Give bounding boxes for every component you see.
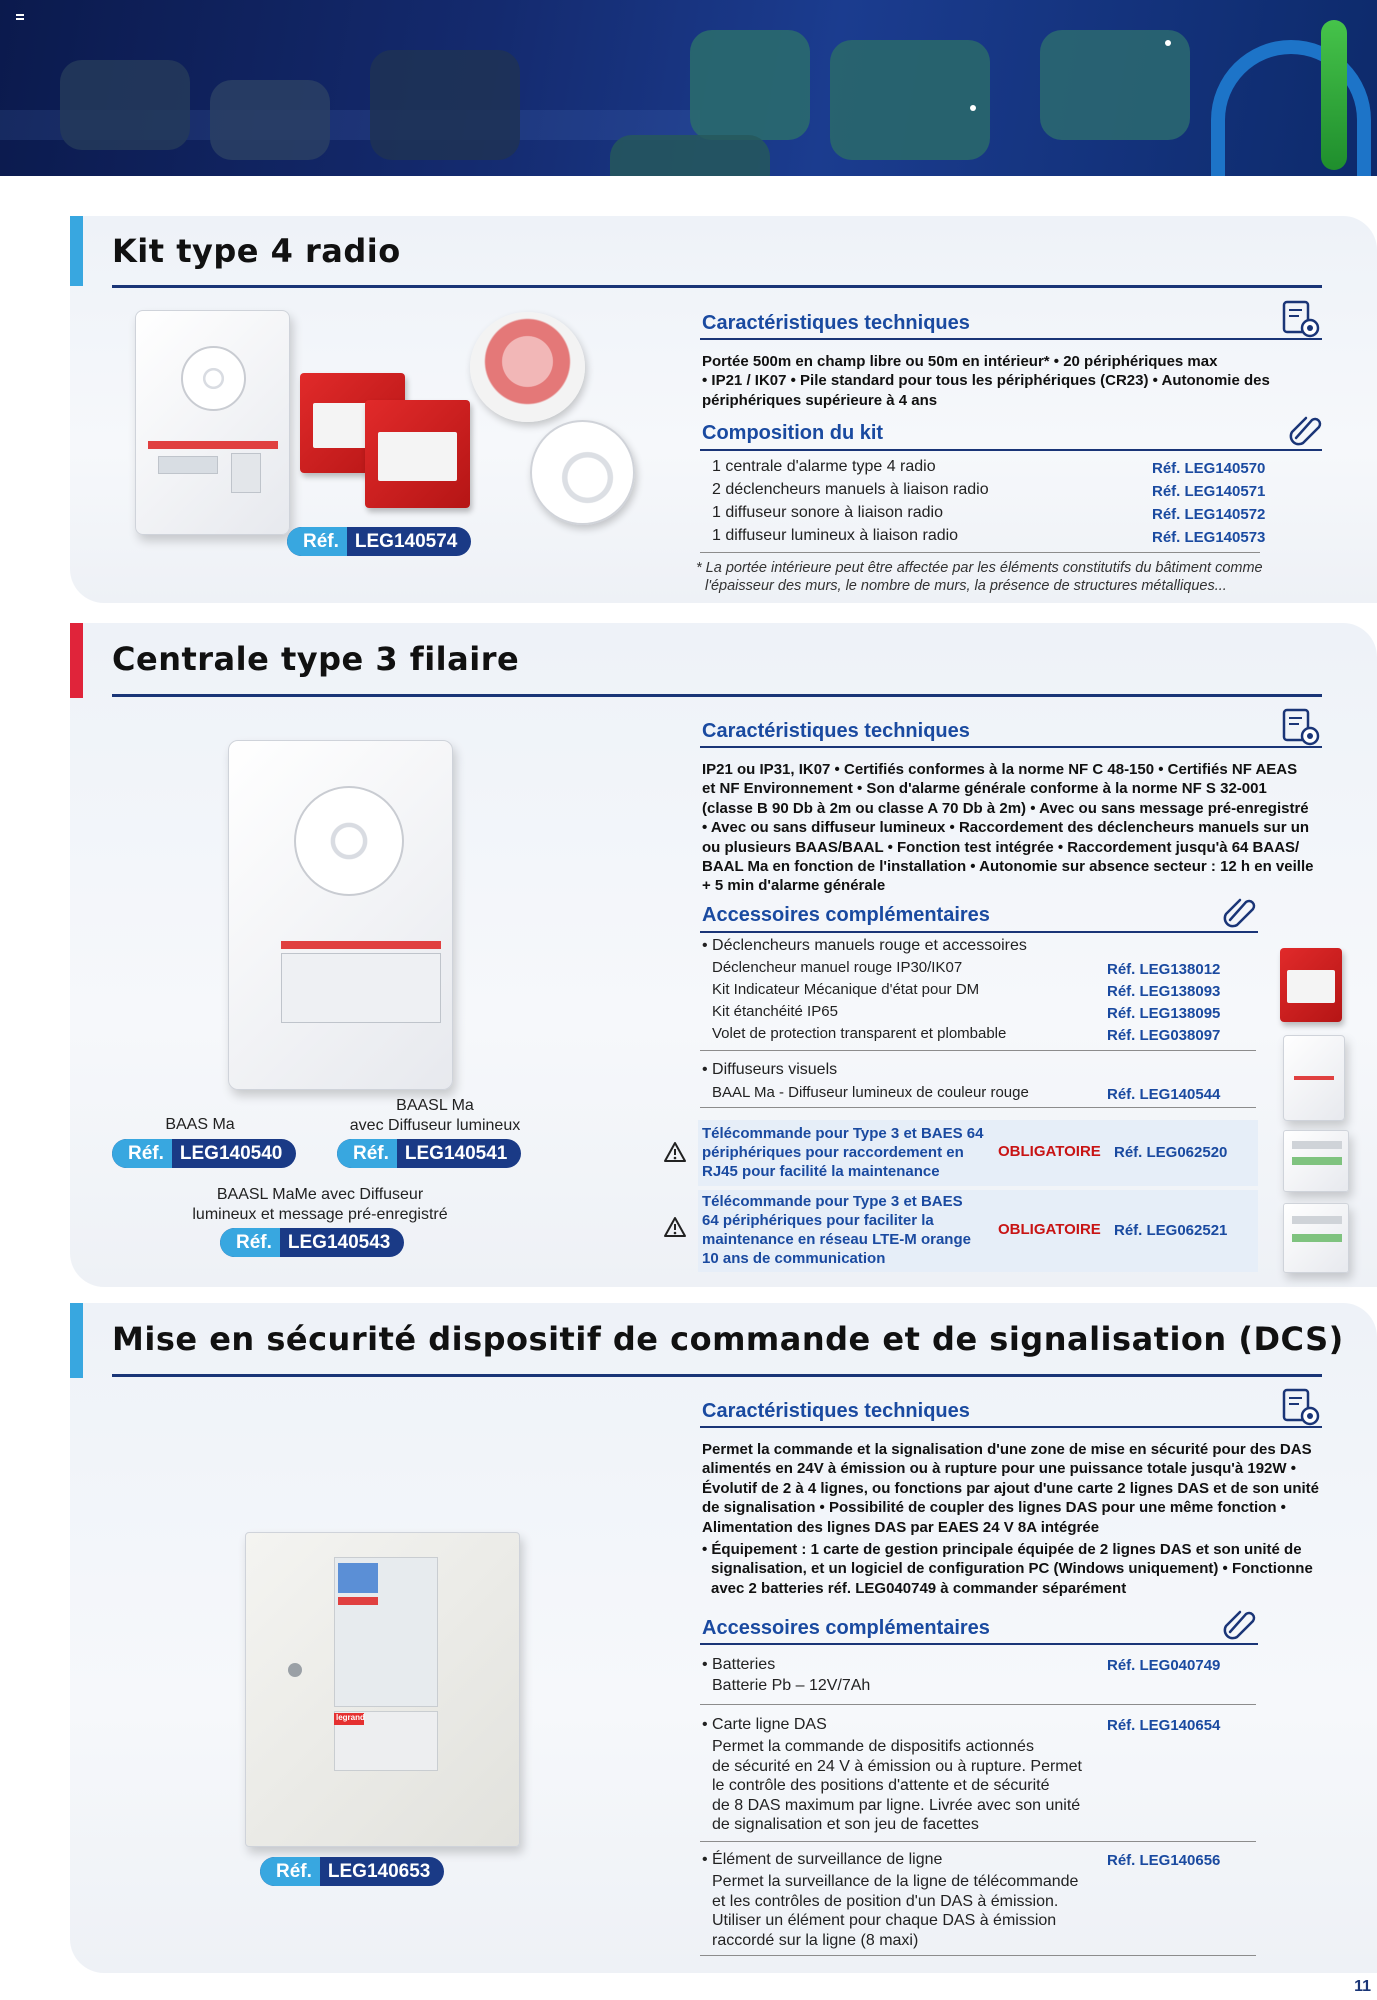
accessory-ref: Réf. LEG040749 bbox=[1107, 1657, 1221, 1674]
ref-prefix: Réf. bbox=[260, 1857, 320, 1886]
thumb-remote-ltem bbox=[1283, 1203, 1349, 1273]
product-caption: BAAS Ma bbox=[165, 1116, 235, 1133]
ref-badge bbox=[260, 1857, 444, 1886]
thumb-manual-call-point bbox=[1280, 948, 1342, 1022]
accessory-item: Déclencheur manuel rouge IP30/IK07 bbox=[712, 959, 963, 976]
title-underline bbox=[112, 1374, 1322, 1377]
section-accent bbox=[70, 623, 83, 698]
accessory-ref: Réf. LEG140544 bbox=[1107, 1086, 1221, 1103]
brand-label: legrand bbox=[334, 1713, 364, 1725]
remote-ref: Réf. LEG062521 bbox=[1114, 1222, 1228, 1239]
title-underline bbox=[112, 694, 1322, 697]
title-underline bbox=[112, 285, 1322, 288]
warning-icon bbox=[663, 1216, 687, 1243]
divider bbox=[700, 1704, 1256, 1705]
ref-prefix: Réf. bbox=[112, 1139, 172, 1168]
section-title: Mise en sécurité dispositif de commande et de signalisation (DCS) bbox=[112, 1320, 1344, 1358]
accessory-ref: Réf. LEG138095 bbox=[1107, 1005, 1221, 1022]
menu-icon bbox=[16, 14, 24, 20]
accessories-title: Accessoires complémentaires bbox=[702, 1617, 990, 1639]
accessory-group-title: • Élément de surveillance de ligne bbox=[702, 1851, 943, 1868]
ref-prefix: Réf. bbox=[220, 1228, 280, 1257]
divider bbox=[700, 1426, 1322, 1428]
specs-title: Caractéristiques techniques bbox=[702, 720, 970, 742]
accessory-group-title: • Diffuseurs visuels bbox=[702, 1061, 838, 1078]
kit-item-ref: Réf. LEG140570 bbox=[1152, 460, 1266, 477]
divider bbox=[700, 931, 1258, 933]
section-title: Centrale type 3 filaire bbox=[112, 640, 520, 678]
accessory-item: Volet de protection transparent et plombable bbox=[712, 1025, 1007, 1042]
ref-code: LEG140541 bbox=[404, 1142, 508, 1164]
warning-icon bbox=[663, 1141, 687, 1168]
divider bbox=[700, 449, 1322, 451]
ref-badge bbox=[220, 1228, 404, 1257]
accessory-item: BAAL Ma - Diffuseur lumineux de couleur rouge bbox=[712, 1084, 1029, 1101]
kit-item-label: 1 diffuseur sonore à liaison radio bbox=[712, 504, 943, 521]
specs-text: Permet la commande et la signalisation d'une zone de mise en sécurité pour des DAS alimentés en 24V à émission ou à rupture pour une puissance totale jusqu'à 192W • Évolutif de 2 à 4 lignes, ou fonctions par ajout d'une carte 2 lignes DAS et de son unité de signalisation • Possibilité de coupler des lignes DAS pour une même fonction • Alimentation des lignes DAS par EAES 24 V 8A intégrée bbox=[702, 1441, 1319, 1536]
divider bbox=[700, 1050, 1256, 1051]
divider bbox=[700, 1107, 1256, 1108]
kit-item-ref: Réf. LEG140573 bbox=[1152, 529, 1266, 546]
kit-item-ref: Réf. LEG140571 bbox=[1152, 483, 1266, 500]
footnote: * La portée intérieure peut être affectée par les éléments constitutifs du bâtiment comme l'épaisseur des murs, le nombre de murs, la présence de structures métalliques... bbox=[696, 560, 1263, 594]
accessories-title: Accessoires complémentaires bbox=[702, 904, 990, 926]
ref-code: LEG140540 bbox=[179, 1142, 283, 1164]
ref-code: LEG140543 bbox=[287, 1231, 391, 1253]
accessory-ref: Réf. LEG138012 bbox=[1107, 961, 1221, 978]
ref-prefix: Réf. bbox=[287, 527, 347, 556]
kit-title: Composition du kit bbox=[702, 422, 884, 444]
specs-text: Portée 500m en champ libre ou 50m en intérieur* • 20 périphériques max • IP21 / IK07 • Pile standard pour tous les périphériques (CR23) • Autonomie des périphériques supérieure à 4 ans bbox=[702, 353, 1270, 409]
remote-ref: Réf. LEG062520 bbox=[1114, 1144, 1228, 1161]
accessory-group-title: • Carte ligne DAS bbox=[702, 1716, 827, 1733]
arc-graphic bbox=[1211, 40, 1371, 176]
kit-item-label: 1 centrale d'alarme type 4 radio bbox=[712, 458, 936, 475]
paperclip-icon bbox=[1222, 894, 1258, 935]
ref-code: LEG140574 bbox=[354, 530, 458, 552]
equipment-text: • Équipement : 1 carte de gestion principale équipée de 2 lignes DAS et son unité de signalisation, et un logiciel de configuration PC (Windows uniquement) • Fonctionne avec 2 batteries réf. LEG040749 à commander séparément bbox=[702, 1541, 1313, 1597]
kit-item-ref: Réf. LEG140572 bbox=[1152, 506, 1266, 523]
accessory-ref: Réf. LEG140656 bbox=[1107, 1852, 1221, 1869]
section-accent bbox=[70, 1303, 83, 1378]
remote-description: Télécommande pour Type 3 et BAES 64 périphériques pour faciliter la maintenance en réseau LTE-M orange 10 ans de communication bbox=[702, 1193, 971, 1267]
accessory-description: Permet la surveillance de la ligne de télécommande et les contrôles de position d'un DAS à émission. Utiliser un élément pour chaque DAS à émission raccordé sur la ligne (8 maxi) bbox=[712, 1873, 1079, 1949]
paperclip-icon bbox=[1288, 412, 1324, 453]
paperclip-icon bbox=[1222, 1606, 1258, 1647]
product-caption: BAASL Ma avec Diffuseur lumineux bbox=[349, 1097, 521, 1134]
divider bbox=[700, 746, 1322, 748]
status-badge: OBLIGATOIRE bbox=[998, 1221, 1101, 1238]
ref-badge bbox=[337, 1139, 521, 1168]
thumb-remote-rj45 bbox=[1283, 1130, 1349, 1192]
status-badge: OBLIGATOIRE bbox=[998, 1143, 1101, 1160]
accessory-ref: Réf. LEG038097 bbox=[1107, 1027, 1221, 1044]
accessory-description: Permet la commande de dispositifs actionnés de sécurité en 24 V à émission ou à rupture. Permet le contrôle des positions d'attente et de sécurité de 8 DAS maximum par ligne. Livrée avec son unité de signalisation et son jeu de facettes bbox=[712, 1738, 1082, 1833]
accessory-ref: Réf. LEG140654 bbox=[1107, 1717, 1221, 1734]
ref-code: LEG140653 bbox=[327, 1860, 431, 1882]
accessory-ref: Réf. LEG138093 bbox=[1107, 983, 1221, 1000]
ref-badge bbox=[287, 527, 471, 556]
product-caption: BAASL MaMe avec Diffuseur lumineux et message pré-enregistré bbox=[192, 1186, 448, 1223]
accessory-group-title: • Déclencheurs manuels rouge et accessoires bbox=[702, 937, 1027, 954]
green-bar-graphic bbox=[1321, 20, 1347, 170]
header-banner bbox=[0, 0, 1377, 176]
page-number: 11 bbox=[1354, 1978, 1371, 1995]
specs-text: IP21 ou IP31, IK07 • Certifiés conformes à la norme NF C 48-150 • Certifiés NF AEAS et NF Environnement • Son d'alarme générale conforme à la norme NF S 32-001 (classe B 90 Db à 2m ou classe A 70 Db à 2m) • Avec ou sans message pré-enregistré • Avec ou sans diffuseur lumineux • Raccordement des déclencheurs manuels sur un ou plusieurs BAAS/BAAL • Fonction test intégrée • Raccordement jusqu'à 64 BAAS/ BAAL Ma en fonction de l'installation • Autonomie sur absence secteur : 12 h en veille + 5 min d'alarme générale bbox=[702, 761, 1314, 895]
accessory-item: Kit étanchéité IP65 bbox=[712, 1003, 838, 1020]
ref-badge bbox=[112, 1139, 296, 1168]
kit-item-label: 1 diffuseur lumineux à liaison radio bbox=[712, 527, 959, 544]
divider bbox=[700, 1643, 1258, 1645]
accessory-item: Batterie Pb – 12V/7Ah bbox=[712, 1677, 871, 1694]
divider bbox=[700, 552, 1260, 553]
divider bbox=[700, 338, 1322, 340]
section-accent bbox=[70, 216, 83, 286]
ref-prefix: Réf. bbox=[337, 1139, 397, 1168]
thumb-baal bbox=[1283, 1035, 1345, 1121]
remote-description: Télécommande pour Type 3 et BAES 64 périphériques pour raccordement en RJ45 pour facilité la maintenance bbox=[702, 1125, 984, 1180]
kit-item-label: 2 déclencheurs manuels à liaison radio bbox=[712, 481, 989, 498]
specs-title: Caractéristiques techniques bbox=[702, 312, 970, 334]
divider bbox=[700, 1955, 1256, 1956]
accessory-group-title: • Batteries bbox=[702, 1656, 776, 1673]
divider bbox=[700, 1841, 1256, 1842]
accessory-item: Kit Indicateur Mécanique d'état pour DM bbox=[712, 981, 980, 998]
section-title: Kit type 4 radio bbox=[112, 232, 401, 270]
specs-title: Caractéristiques techniques bbox=[702, 1400, 970, 1422]
